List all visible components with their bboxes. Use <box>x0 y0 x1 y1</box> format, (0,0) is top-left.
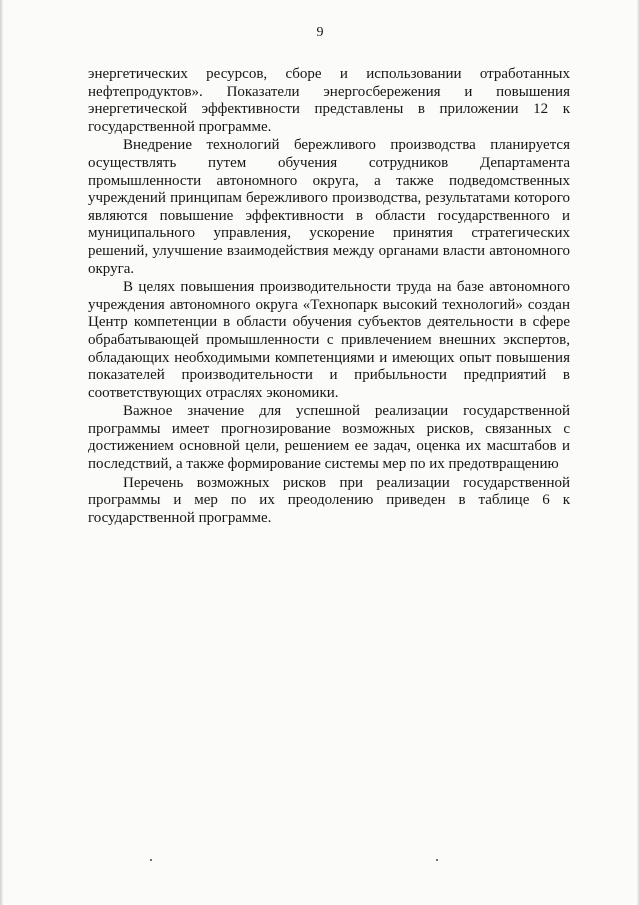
paragraph-3: В целях повышения производительности труда на базе автономного учреждения автономного округа «Технопарк высокий технологий» создан Центр компетенции в области обучения субъектов деятельности в сфере обрабатывающей промышленности с привлечением внешних экспертов, обладающих необходимыми компетенциями и имеющих опыт повышения показателей производительности и прибыльности предприятий в соответствующих отраслях экономики. <box>88 279 570 401</box>
paragraph-2: Внедрение технологий бережливого производства планируется осуществлять путем обучения сотрудников Департамента промышленности автономного округа, а также подведомственных учреждений принципам бережливого производства, результатами которого являются повышение эффективности в области государственного и муниципального управления, ускорение принятия стратегических решений, улучшение взаимодействия между органами власти автономного округа. <box>88 137 570 277</box>
paragraph-1: энергетических ресурсов, сборе и использовании отработанных нефтепродуктов». Показатели энергосбережения и повышения энергетической эффективности представлены в приложении 12 к государственной программе. <box>88 66 570 135</box>
paragraph-5: Перечень возможных рисков при реализации государственной программы и мер по их преодолению приведен в таблице 6 к государственной программе. <box>88 474 570 526</box>
page-left-edge <box>0 0 3 905</box>
document-body <box>88 66 570 527</box>
scan-speck-right <box>436 859 438 861</box>
page-number: 9 <box>316 25 324 40</box>
scan-speck-left <box>150 859 152 861</box>
paragraph-4: Важное значение для успешной реализации государственной программы имеет прогнозирование возможных рисков, связанных с достижением основной цели, решением ее задач, оценка их масштабов и последствий, а также формирование системы мер по их предотвращению <box>88 403 570 473</box>
